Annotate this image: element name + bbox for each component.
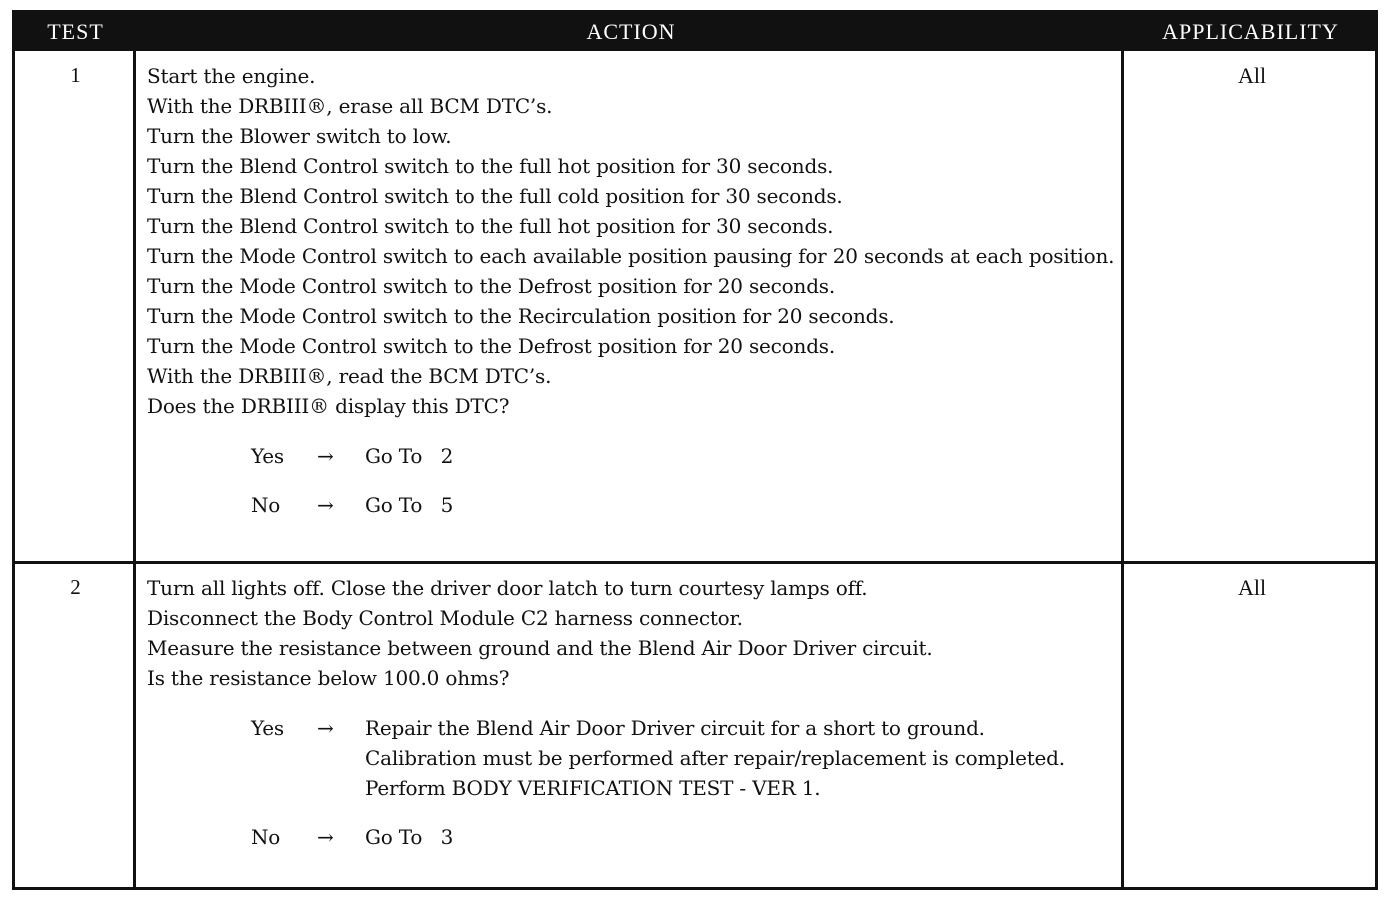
- row-2-test-number: 2: [70, 575, 81, 599]
- header-applicability: APPLICABILITY: [1162, 19, 1339, 44]
- column-divider: [1121, 51, 1124, 887]
- test-procedure-table: [12, 10, 1378, 890]
- header-action: ACTION: [586, 19, 676, 44]
- answer-yes: [147, 441, 1119, 471]
- action-line: Does the DRBIII® display this DTC?: [147, 394, 510, 418]
- answer-text: [365, 713, 1119, 803]
- action-line: Turn the Blend Control switch to the full hot position for 30 seconds.: [147, 154, 834, 178]
- action-line: Turn the Mode Control switch to the Recirculation position for 20 seconds.: [147, 304, 895, 328]
- action-line: Turn the Mode Control switch to the Defrost position for 20 seconds.: [147, 334, 836, 358]
- arrow-icon: →: [317, 716, 334, 740]
- answer-line: Perform BODY VERIFICATION TEST - VER 1.: [365, 776, 821, 800]
- action-line: Turn the Mode Control switch to the Defrost position for 20 seconds.: [147, 274, 836, 298]
- answer-key: No: [251, 825, 281, 849]
- arrow-icon: →: [317, 493, 334, 517]
- answer-text: Go To 3: [365, 825, 454, 849]
- action-line: With the DRBIII®, erase all BCM DTC’s.: [147, 94, 553, 118]
- row-1-action: [147, 61, 1119, 520]
- action-line: Turn the Blend Control switch to the full cold position for 30 seconds.: [147, 184, 843, 208]
- answer-key: No: [251, 493, 281, 517]
- action-line: Measure the resistance between ground and the Blend Air Door Driver circuit.: [147, 636, 933, 660]
- action-line: Start the engine.: [147, 64, 316, 88]
- row-1-applicability: All: [1237, 63, 1267, 88]
- header-test: TEST: [47, 19, 104, 44]
- answer-key: Yes: [251, 444, 284, 468]
- action-line: Turn the Mode Control switch to each available position pausing for 20 seconds at each position.: [147, 244, 1115, 268]
- table-header: [15, 13, 1375, 51]
- answer-no: [147, 822, 1119, 852]
- row-divider: [15, 561, 1375, 564]
- answer-yes: [147, 713, 1119, 803]
- answer-line: Calibration must be performed after repair/replacement is completed.: [365, 746, 1065, 770]
- action-line: Is the resistance below 100.0 ohms?: [147, 666, 510, 690]
- answer-text: Go To 5: [365, 493, 454, 517]
- action-line: Turn all lights off. Close the driver door latch to turn courtesy lamps off.: [147, 576, 868, 600]
- row-1-test-number: 1: [70, 63, 81, 87]
- answer-key: Yes: [251, 716, 284, 740]
- arrow-icon: →: [317, 825, 334, 849]
- answer-text: Go To 2: [365, 444, 454, 468]
- action-line: With the DRBIII®, read the BCM DTC’s.: [147, 364, 552, 388]
- action-line: Disconnect the Body Control Module C2 harness connector.: [147, 606, 743, 630]
- row-2-applicability: All: [1237, 575, 1267, 600]
- row-2-action: [147, 573, 1119, 852]
- column-divider: [133, 51, 136, 887]
- action-line: Turn the Blower switch to low.: [147, 124, 452, 148]
- answer-line: Repair the Blend Air Door Driver circuit for a short to ground.: [365, 716, 985, 740]
- action-line: Turn the Blend Control switch to the full hot position for 30 seconds.: [147, 214, 834, 238]
- arrow-icon: →: [317, 444, 334, 468]
- answer-no: [147, 490, 1119, 520]
